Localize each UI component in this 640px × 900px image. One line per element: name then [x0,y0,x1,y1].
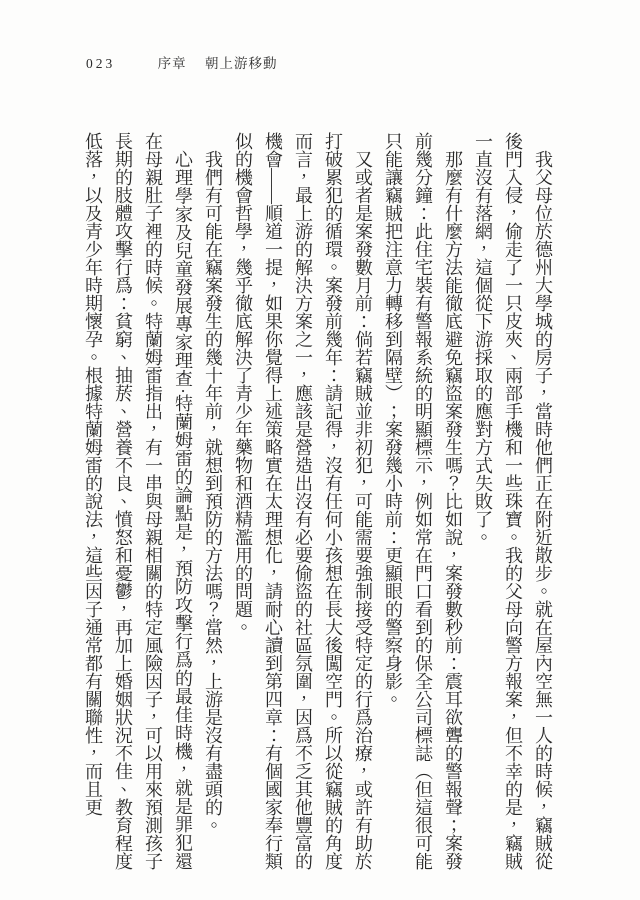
running-head [86,52,278,72]
paragraph-5: 心理學家及兒童發展專家理查·特蘭姆雷的論點是，預防攻擊行爲的最佳時機，就是罪犯還在母親肚子裡的時候。特蘭姆雷指出，有一串與母親相關的特定風險因子，可以用來預測孩子長期的肢體攻擊行爲：貧窮、抽菸、營養不良、憤怒和憂鬱，再加上婚姻狀況不佳、教育程度低落，以及青少年時期懷孕。根據特蘭姆雷的說法，這些因子通常都有關聯性，而且更 [83,132,193,870]
chapter-title: 朝上游移動 [205,56,278,71]
page-number: 023 [86,56,116,71]
body-text [78,132,558,870]
paragraph-4: 我們有可能在竊案發生的幾十年前，就想到預防的方法嗎？當然，上游是沒有盡頭的。 [203,150,223,834]
paragraph-1: 我父母位於德州大學城的房子，當時他們正在附近散步。就在屋內空無一人的時候，竊賊從後門入侵，偷走了一只皮夾、兩部手機和一些珠寶。我的父母向警方報案，但不幸的是，竊賊一直沒有落網，這個從下游採取的應對方式失敗了。 [473,132,553,870]
chapter-label: 序章 [157,56,187,71]
paragraph-3: 又或者是案發數月前：倘若竊賊並非初犯，可能需要強制接受特定的行爲治療，或許有助於打破累犯的循環。案發前幾年：請記得，沒有任何小孩想在長大後闖空門。所以從竊賊的角度而言，最上游的解決方案之一，應該是營造出沒有必要偷盜的社區氛圍，因爲不乏其他豐富的機會——順道一提，如果你覺得上述策略實在太理想化，請耐心讀到第四章：有個國家奉行類似的機會哲學，幾乎徹底解決了青少年藥物和酒精濫用的問題。 [233,132,373,870]
paragraph-2: 那麼有什麼方法能徹底避免竊盜案發生嗎？比如說，案發數秒前：震耳欲聾的警報聲；案發前幾分鐘：此住宅裝有警報系統的明顯標示，例如常在門口看到的保全公司標誌（但這很可能只能讓竊賊把注意力轉移到隔壁）；案發幾小時前：更顯眼的警察身影。 [383,132,463,870]
